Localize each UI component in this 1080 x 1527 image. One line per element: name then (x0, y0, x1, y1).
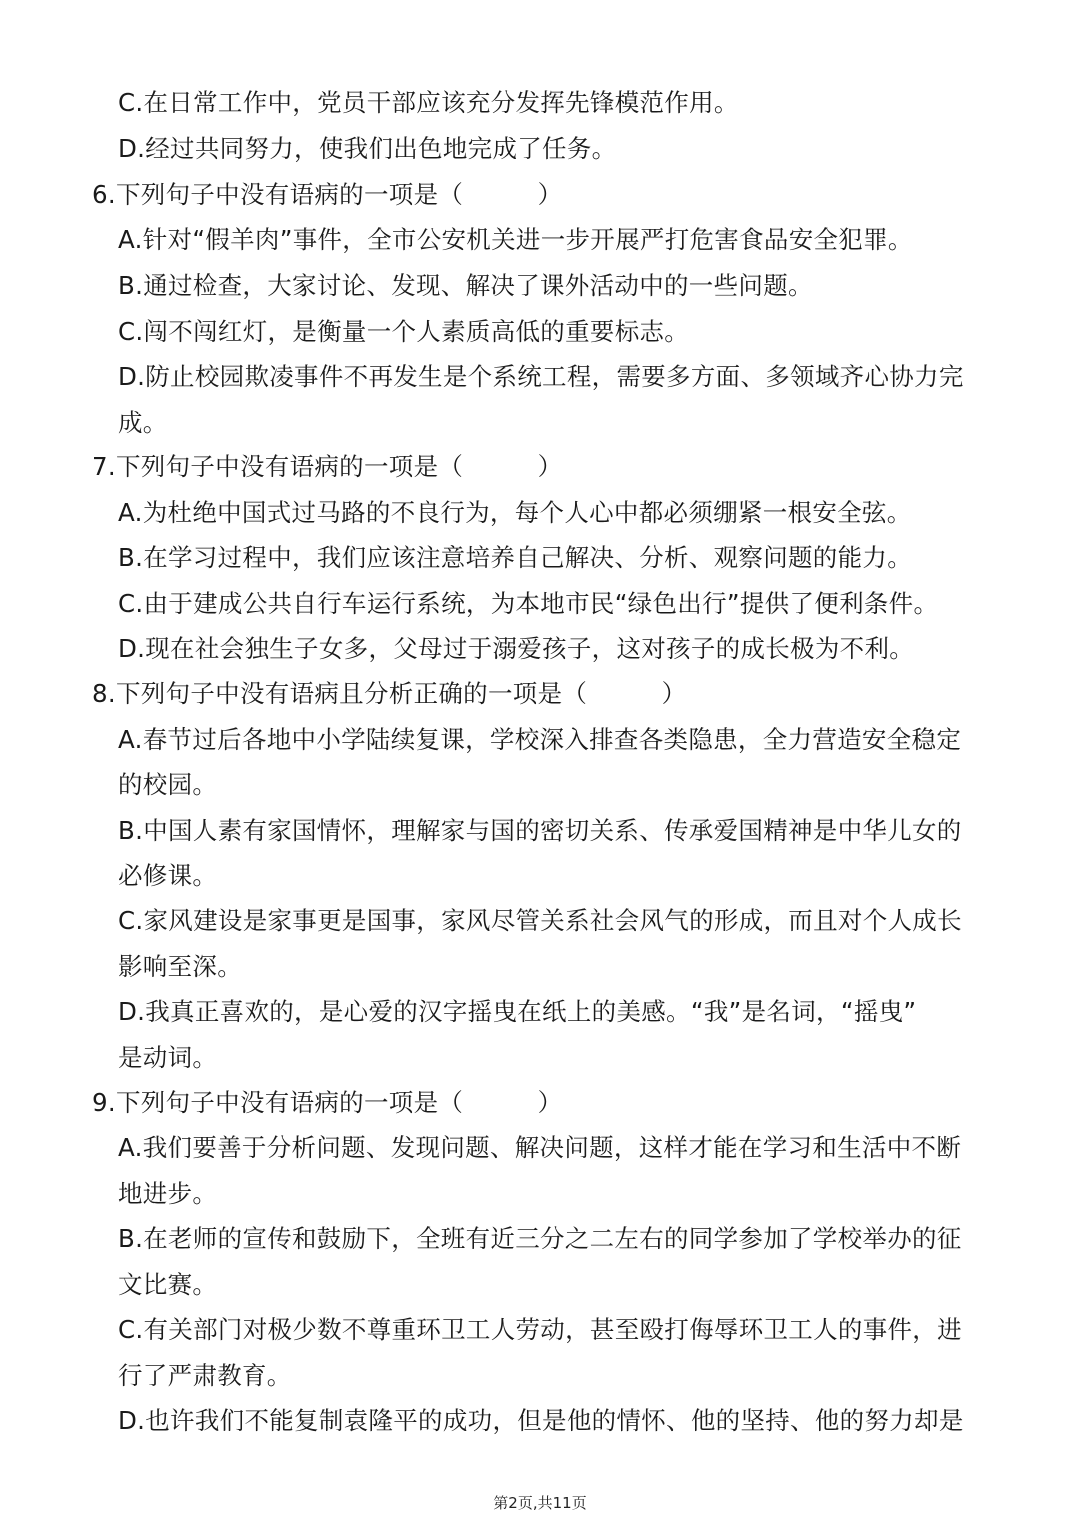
q8-option-b-continued: 必修课。 (118, 861, 218, 890)
q8-option-d: D.我真正喜欢的，是心爱的汉字摇曳在纸上的美感。“我”是名词，“摇曳” (118, 997, 917, 1026)
q8-option-c-continued: 影响至深。 (118, 952, 242, 981)
q6-option-b: B.通过检查，大家讨论、发现、解决了课外活动中的一些问题。 (118, 271, 813, 300)
q8-option-a: A.春节过后各地中小学陆续复课，学校深入排查各类隐患，全力营造安全稳定 (118, 725, 962, 754)
q8-option-a-continued: 的校园。 (118, 770, 218, 799)
q6-option-d-continued: 成。 (118, 408, 168, 437)
q8-option-d-continued: 是动词。 (118, 1043, 218, 1072)
q9-option-b: B.在老师的宣传和鼓励下，全班有近三分之二左右的同学参加了学校举办的征 (118, 1224, 962, 1253)
q7-option-c: C.由于建成公共自行车运行系统，为本地市民“绿色出行”提供了便利条件。 (118, 589, 939, 618)
q5-option-d: D.经过共同努力，使我们出色地完成了任务。 (118, 134, 617, 163)
q7-option-a: A.为杜绝中国式过马路的不良行为，每个人心中都必须绷紧一根安全弦。 (118, 498, 912, 527)
q6-option-a: A.针对“假羊肉”事件，全市公安机关进一步开展严打危害食品安全犯罪。 (118, 225, 913, 254)
q9-option-c-continued: 行了严肃教育。 (118, 1361, 292, 1390)
q9-option-b-continued: 文比赛。 (118, 1270, 218, 1299)
q8-option-c: C.家风建设是家事更是国事，家风尽管关系社会风气的形成，而且对个人成长 (118, 906, 962, 935)
q6-option-d: D.防止校园欺凌事件不再发生是个系统工程，需要多方面、多领域齐心协力完 (118, 362, 964, 391)
question-8-stem: 8.下列句子中没有语病且分析正确的一项是（ ） (92, 679, 687, 708)
q9-option-d: D.也许我们不能复制袁隆平的成功，但是他的情怀、他的坚持、他的努力却是 (118, 1406, 964, 1435)
page-number-footer: 第2页,共11页 (493, 1494, 587, 1512)
question-6-stem: 6.下列句子中没有语病的一项是（ ） (92, 180, 563, 209)
q8-option-b: B.中国人素有家国情怀，理解家与国的密切关系、传承爱国精神是中华儿女的 (118, 816, 962, 845)
question-7-stem: 7.下列句子中没有语病的一项是（ ） (92, 452, 563, 481)
q9-option-a-continued: 地进步。 (118, 1179, 218, 1208)
question-9-stem: 9.下列句子中没有语病的一项是（ ） (92, 1088, 563, 1117)
q9-option-c: C.有关部门对极少数不尊重环卫工人劳动，甚至殴打侮辱环卫工人的事件，进 (118, 1315, 962, 1344)
q5-option-c: C.在日常工作中，党员干部应该充分发挥先锋模范作用。 (118, 88, 739, 117)
q7-option-b: B.在学习过程中，我们应该注意培养自己解决、分析、观察问题的能力。 (118, 543, 912, 572)
q7-option-d: D.现在社会独生子女多，父母过于溺爱孩子，这对孩子的成长极为不利。 (118, 634, 915, 663)
q6-option-c: C.闯不闯红灯，是衡量一个人素质高低的重要标志。 (118, 317, 690, 346)
q9-option-a: A.我们要善于分析问题、发现问题、解决问题，这样才能在学习和生活中不断 (118, 1133, 962, 1162)
